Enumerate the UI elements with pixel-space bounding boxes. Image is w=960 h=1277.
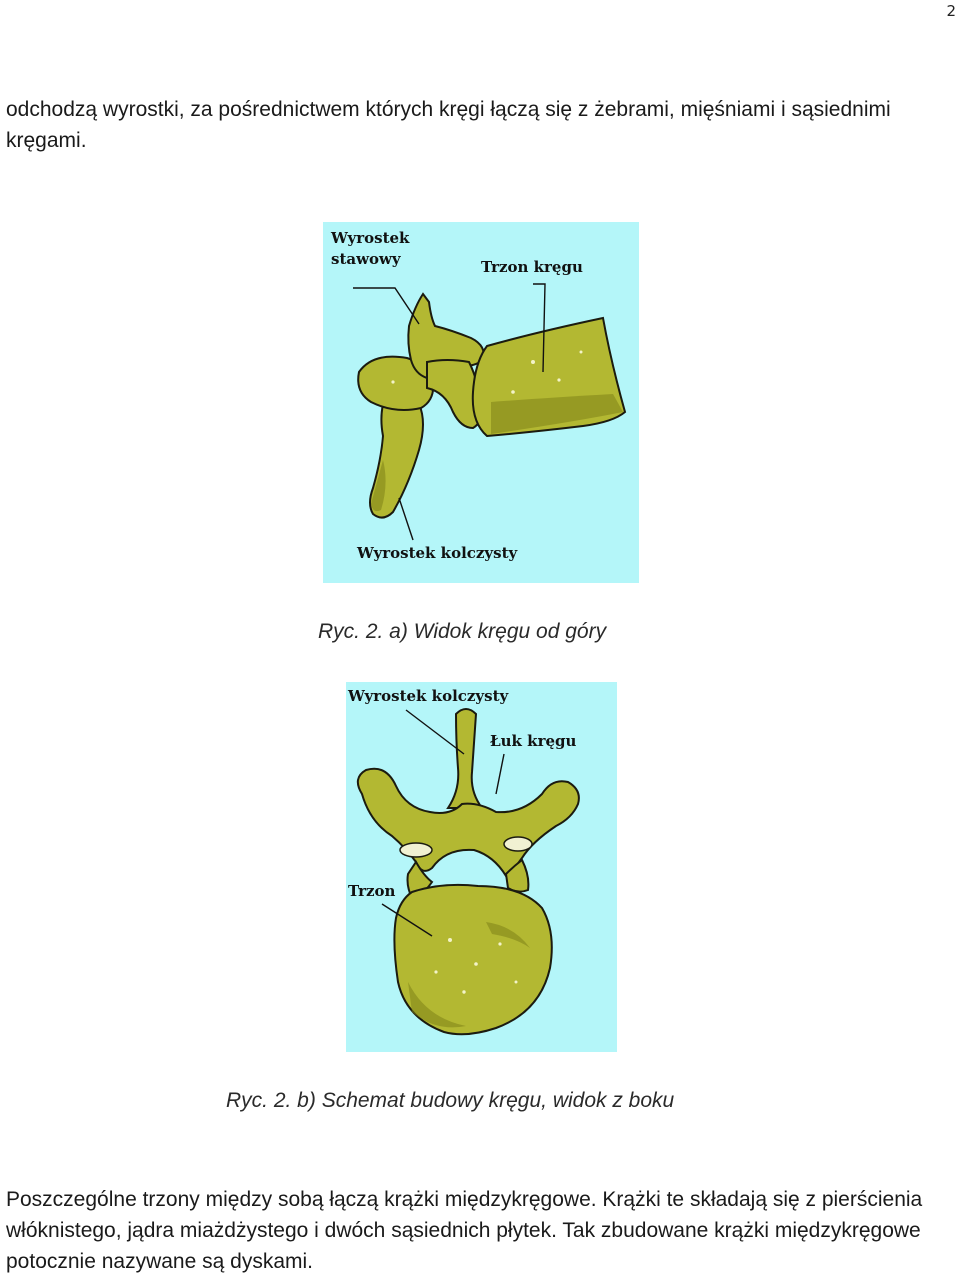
figure-a-caption: Ryc. 2. a) Widok kręgu od góry bbox=[318, 620, 607, 643]
label-vertebral-body: Trzon kręgu bbox=[481, 258, 583, 276]
page-number: 2 bbox=[946, 2, 956, 20]
label-articular-process-line1: Wyrostek bbox=[331, 229, 410, 247]
spinous-process-top-shape bbox=[448, 709, 482, 808]
closing-paragraph: Poszczególne trzony między sobą łączą krążki międzykręgowe. Krążki te składają się z pierścienia włóknistego, jądra miażdżystego i dwóch sąsiednich płytek. Tak zbudowane krążki międzykręgowe potocznie nazywane są dyskami. bbox=[6, 1188, 923, 1273]
vertebra-lateral-figure bbox=[323, 222, 639, 583]
vertebra-lateral-illustration bbox=[323, 222, 639, 583]
label-body: Trzon bbox=[348, 882, 396, 900]
vertebra-top-figure bbox=[346, 682, 617, 1052]
label-articular-process-line2: stawowy bbox=[331, 250, 401, 268]
label-vertebral-arch: Łuk kręgu bbox=[490, 732, 577, 750]
vertebra-top-illustration bbox=[346, 682, 617, 1052]
label-spinous-process: Wyrostek kolczysty bbox=[357, 544, 518, 562]
intro-paragraph: odchodzą wyrostki, za pośrednictwem których kręgi łączą się z żebrami, mięśniami i sąsiednimi kręgami. bbox=[6, 98, 891, 152]
label-spinous-process-top: Wyrostek kolczysty bbox=[348, 687, 509, 705]
figure-b-caption: Ryc. 2. b) Schemat budowy kręgu, widok z boku bbox=[226, 1089, 675, 1112]
